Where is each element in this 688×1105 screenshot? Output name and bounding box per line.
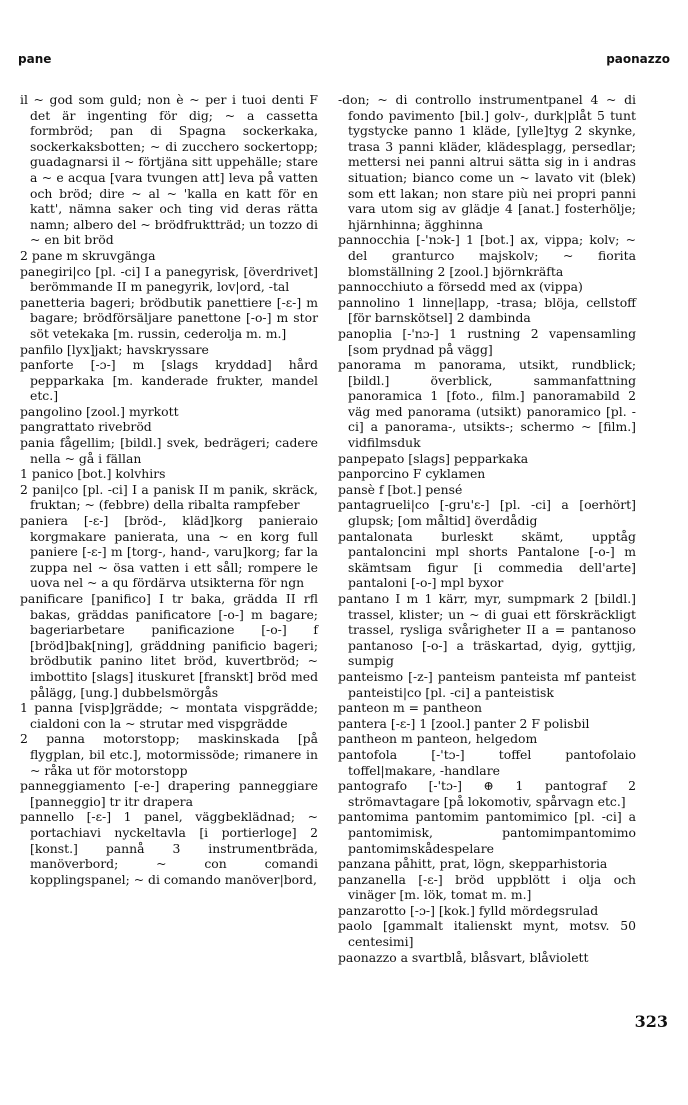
dictionary-entry: pannocchiuto a försedd med ax (vippa) — [338, 279, 583, 295]
dictionary-entry: panporcino F cyklamen — [338, 466, 486, 482]
dictionary-entry: panoplia [-'nɔ-] 1 rustning 2 vapensamling [som prydnad på vägg] — [338, 325, 640, 357]
dictionary-entry: panzarotto [-ɔ-] [kok.] fylld mördegsrulad — [338, 902, 599, 918]
dictionary-entry: panorama m panorama, utsikt, rundblick; [bildl.] överblick, sammanfattning panoramica 1 [foto., film.] panoramabild 2 väg med panorama (utsikt) panoramico [pl. -ci] a panorama-, utsikts-; schermo ~ [film.] vidfilmsduk — [338, 357, 640, 451]
dictionary-entry: pannello [-ɛ-] 1 panel, väggbeklädnad; ~ portachiavi nyckeltavla [i portierloge] 2 [konst.] pannå 3 instrumentbräda, manöverbord; ~ con comandi kopplingspanel; ~ di comando manöver|bord, — [20, 809, 322, 887]
dictionary-entry: panpepato [slags] pepparkaka — [338, 450, 529, 466]
dictionary-entry: pantalonata burleskt skämt, upptåg pantaloncini mpl shorts Pantalone [-o-] m skämtsam figur [i commedia dell'arte] pantaloni [-o-] mpl byxor — [338, 528, 640, 591]
dictionary-entry: 1 panna [visp]grädde; ~ montata vispgrädde; cialdoni con la ~ strutar med vispgrädde — [20, 700, 322, 731]
page-number: 323 — [634, 1012, 668, 1031]
dictionary-entry: pannocchia [-'nɔk-] 1 [bot.] ax, vippa; kolv; ~ del granturco majskolv; ~ fiorita blomställning 2 [zool.] björnkräfta — [338, 232, 640, 279]
dictionary-entry: panteismo [-z-] panteism panteista mf panteist panteisti|co [pl. -ci] a panteistisk — [338, 668, 640, 700]
dictionary-entry: -don; ~ di controllo instrumentpanel 4 ~ di fondo pavimento [bil.] golv-, durk|plåt 5 tunt tygstycke panno 1 kläde, [ylle]tyg 2 skynke, trasa 3 panni kläder, klädesplagg, persedlar; mettersi nei panni altrui sätta sig in i andras situation; bianco come un ~ lavato vit (blek) som ett lakan; non stare più nei propri panni vara utom sig av glädje 4 [anat.] fosterhölje; hjärnhinna; ägghinna — [338, 92, 640, 232]
dictionary-entry: panteon m = pantheon — [338, 700, 483, 716]
dictionary-entry: panneggiamento [-e-] drapering panneggiare [panneggio] tr itr drapera — [20, 778, 322, 809]
dictionary-entry: pantheon m panteon, helgedom — [338, 731, 538, 747]
right-column — [338, 92, 640, 992]
dictionary-entry: 2 pani|co [pl. -ci] I a panisk II m panik, skräck, fruktan; ~ (febbre) della ribalta rampfeber — [20, 481, 322, 513]
dictionary-entry: pania fågellim; [bildl.] svek, bedrägeri; cadere nella ~ gå i fällan — [20, 435, 322, 466]
dictionary-entry: pantomima pantomim pantomimico [pl. -ci] a pantomimisk, pantomimpantomimo pantomimskådespelare — [338, 809, 640, 856]
dictionary-entry: pannolino 1 linne|lapp, -trasa; blöja, cellstoff [för barnskötsel] 2 dambinda — [338, 294, 640, 326]
dictionary-entry: panificare [panifico] I tr baka, grädda II rfl bakas, gräddas panificatore [-o-] m bagare; bageriarbetare panificazione [-o-] f [bröd]bak[ning], gräddning panificio bageri; brödbutik panino litet bröd, kuvertbröd; ~ imbottito [slags] ituskuret [franskt] bröd med pålägg, [ung.] dubbelsmörgås — [20, 591, 322, 700]
right-guideword: paonazzo — [606, 52, 670, 66]
dictionary-entry: pantagrueli|co [-gru'ɛ-] [pl. -ci] a [oerhört] glupsk; [om måltid] överdådig — [338, 497, 640, 529]
dictionary-entry: panfilo [lyx]jakt; havskryssare — [20, 341, 209, 357]
dictionary-entry: pansè f [bot.] pensé — [338, 481, 463, 497]
dictionary-entry: il ~ god som guld; non è ~ per i tuoi denti F det är ingenting för dig; ~ a cassetta formbröd; pan di Spagna sockerkaka, sockerkaksbotten; ~ di zucchero sockertopp; guadagnarsi il ~ förtjäna sitt uppehälle; stare a ~ e acqua [vara tvungen att] leva på vatten och bröd; dire ~ al ~ 'kalla en katt för en katt', nämna saker och ting vid deras rätta namn; albero del ~ brödfruktträd; un tozzo di ~ en bit bröd — [20, 92, 322, 248]
dictionary-entry: 2 panna motorstopp; maskinskada [på flygplan, bil etc.], motormissöde; rimanere in ~ råka ut för motorstopp — [20, 731, 322, 778]
dictionary-entry: 2 pane m skruvgänga — [20, 247, 156, 263]
dictionary-entry: panegiri|co [pl. -ci] I a panegyrisk, [överdrivet] berömmande II m panegyrik, lov|ord, -tal — [20, 263, 322, 295]
dictionary-entry: panforte [-ɔ-] m [slags kryddad] hård pepparkaka [m. kanderade frukter, mandel etc.] — [20, 357, 322, 404]
dictionary-entry: paolo [gammalt italienskt mynt, motsv. 50 centesimi] — [338, 918, 640, 950]
dictionary-entry: panzanella [-ɛ-] bröd uppblött i olja och vinäger [m. lök, tomat m. m.] — [338, 871, 640, 903]
dictionary-entry: pangolino [zool.] myrkott — [20, 403, 179, 419]
left-guideword: pane — [18, 52, 52, 66]
dictionary-entry: panzana påhitt, prat, lögn, skepparhistoria — [338, 856, 608, 872]
dictionary-entry: pantera [-ɛ-] 1 [zool.] panter 2 F polisbil — [338, 715, 590, 731]
dictionary-entry: pantofola [-'tɔ-] toffel pantofolaio toffel|makare, -handlare — [338, 746, 640, 778]
dictionary-entry: pangrattato rivebröd — [20, 419, 152, 435]
dictionary-entry: paniera [-ɛ-] [bröd-, kläd]korg panieraio korgmakare panierata, una ~ en korg full paniere [-ɛ-] m [torg-, hand-, varu]korg; far la zuppa nel ~ ösa vatten i ett såll; rompere le uova nel ~ a qu fördärva utsikterna för ngn — [20, 513, 322, 591]
left-column — [20, 92, 322, 992]
dictionary-entry: 1 panico [bot.] kolvhirs — [20, 466, 166, 482]
dictionary-entry: paonazzo a svartblå, blåsvart, blåviolett — [338, 949, 589, 965]
dictionary-entry: pantografo [-'tɔ-] ⊕ 1 pantograf 2 strömavtagare [på lokomotiv, spårvagn etc.] — [338, 778, 640, 809]
dictionary-entry: panetteria bageri; brödbutik panettiere [-ɛ-] m bagare; brödförsäljare panettone [-o-] m stor söt vetekaka [m. russin, cederolja m. m.] — [20, 294, 322, 341]
running-header — [18, 52, 670, 72]
dictionary-entry: pantano I m 1 kärr, myr, sumpmark 2 [bildl.] trassel, klister; un ~ di guai ett förskräckligt trassel, rysliga svårigheter II a = pantanoso pantanoso [-o-] a träskartad, dyig, gyttjig, sumpig — [338, 591, 640, 669]
